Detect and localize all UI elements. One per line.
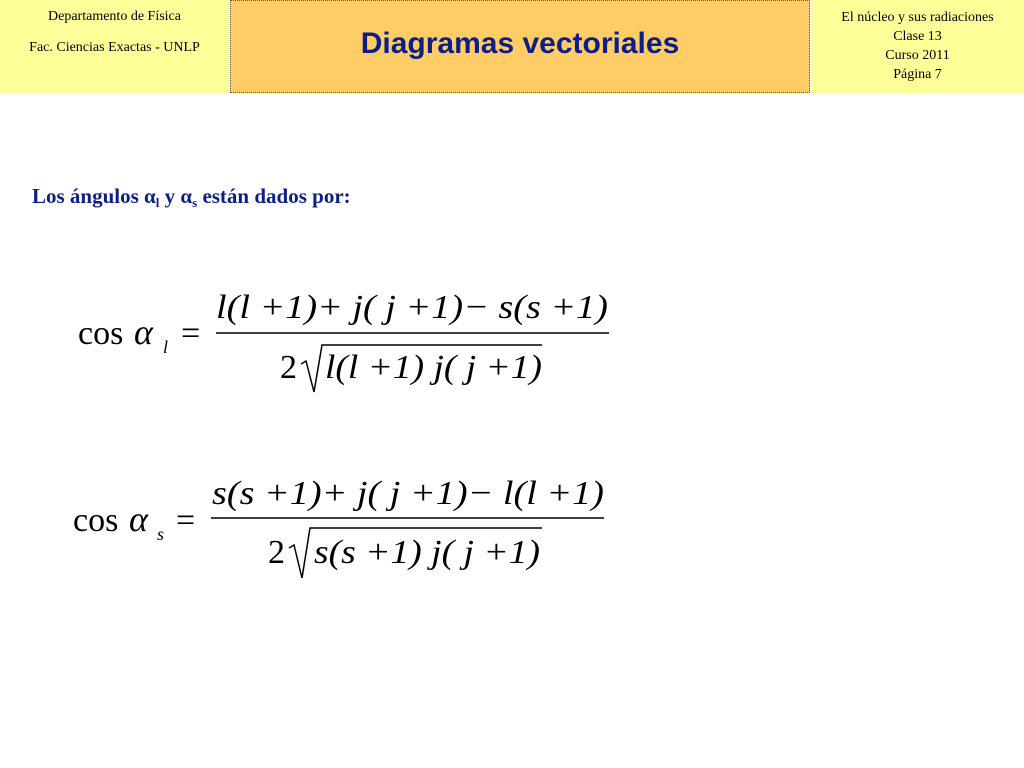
faculty-label: Fac. Ciencias Exactas - UNLP (29, 40, 200, 55)
intro-sub-l: l (155, 195, 160, 210)
equation-cos-alpha-s (73, 475, 604, 578)
eq1-denominator-radicand: l(l +1) j( j +1) (325, 349, 542, 386)
eq2-alpha: α (129, 499, 148, 539)
class-number: Clase 13 (893, 29, 942, 44)
intro-suffix: están dados por: (197, 184, 351, 208)
eq1-sub: l (163, 337, 169, 357)
eq2-equals: = (176, 502, 196, 539)
eq1-denominator-coef: 2 (280, 349, 297, 386)
intro-mid: y α (159, 184, 193, 208)
eq2-denominator-coef: 2 (268, 534, 285, 571)
department-label: Departamento de Física (48, 9, 181, 24)
page-title: Diagramas vectoriales (360, 27, 680, 60)
eq1-equals: = (181, 315, 201, 352)
course-name: El núcleo y sus radiaciones (841, 10, 994, 25)
eq2-sub: s (157, 524, 165, 544)
eq1-cos: cos (78, 315, 124, 352)
eq2-cos: cos (73, 502, 119, 539)
page-number: Página 7 (893, 67, 942, 82)
intro-sub-s: s (192, 195, 198, 210)
intro-prefix: Los ángulos α (32, 184, 156, 208)
course-year: Curso 2011 (885, 48, 950, 63)
eq1-numerator: l(l +1)+ j( j +1)− s(s +1) (216, 289, 608, 326)
eq1-alpha: α (134, 312, 153, 352)
eq2-denominator-radicand: s(s +1) j( j +1) (314, 534, 540, 571)
equation-cos-alpha-l (78, 289, 609, 392)
eq2-numerator: s(s +1)+ j( j +1)− l(l +1) (212, 475, 604, 512)
